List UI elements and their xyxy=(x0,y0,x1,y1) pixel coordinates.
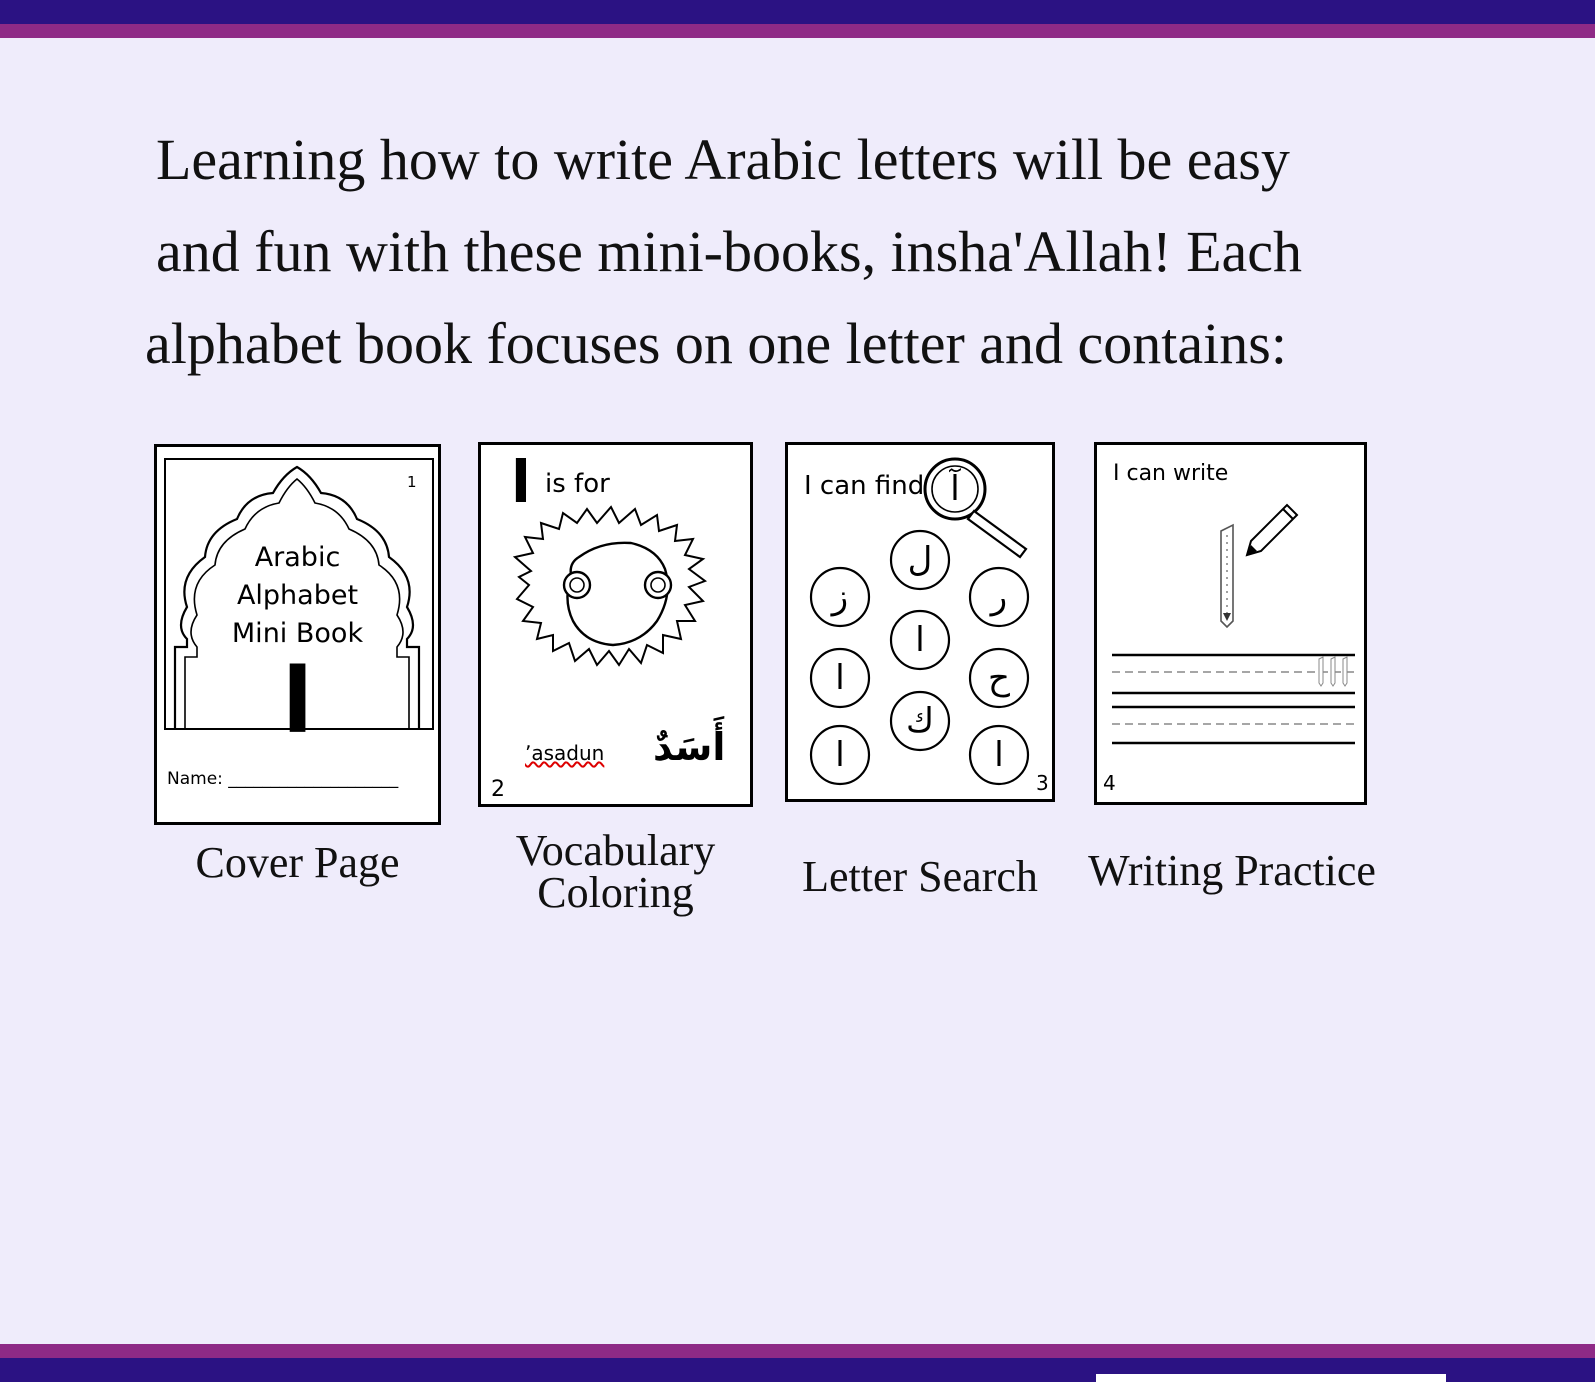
cover-title-line-3: Mini Book xyxy=(231,618,364,649)
cover-title-line-2: Alphabet xyxy=(236,580,359,611)
vocab-arabic-letter: ا xyxy=(511,448,531,516)
circle-letter: ا xyxy=(915,620,925,660)
bottom-band-box xyxy=(1096,1374,1446,1382)
intro-line-1: Learning how to write Arabic letters will be easy xyxy=(156,127,1290,192)
letter-search-thumbnail[interactable] xyxy=(785,442,1055,802)
writing-practice-art xyxy=(1097,445,1367,805)
vocabulary-coloring-thumbnail[interactable] xyxy=(478,442,753,807)
letter-trace-guide xyxy=(1221,525,1233,627)
circle-letter: ل xyxy=(907,540,933,580)
page-number: 1 xyxy=(407,473,417,491)
vocab-transliteration: ʼasadun xyxy=(525,741,605,765)
circle-letter: ح xyxy=(988,658,1010,698)
top-band xyxy=(0,0,1595,24)
top-stripe xyxy=(0,24,1595,38)
page-number: 4 xyxy=(1103,771,1116,795)
vocab-arabic-word: أَسَدٌ xyxy=(653,725,726,769)
caption-vocabulary-coloring xyxy=(478,826,753,917)
circle-letter: ك xyxy=(905,701,935,741)
intro-line-3: alphabet book focuses on one letter and contains: xyxy=(145,311,1287,376)
vocab-heading: is for xyxy=(545,469,610,499)
circle-letter: ا xyxy=(835,735,845,775)
intro-line-2: and fun with these mini-books, insha'Allah! Each xyxy=(156,219,1303,284)
circle-letter: ا xyxy=(835,658,845,698)
cover-title-line-1: Arabic xyxy=(254,542,341,573)
bottom-stripe xyxy=(0,1344,1595,1358)
caption-line-1: Vocabulary xyxy=(515,826,716,875)
circle-letter: ر xyxy=(990,577,1008,617)
caption-cover-page: Cover Page xyxy=(195,838,400,887)
search-heading: I can find xyxy=(804,471,925,501)
writing-practice-thumbnail[interactable] xyxy=(1094,442,1367,805)
pencil-icon xyxy=(1247,505,1297,555)
target-letter: آ xyxy=(950,469,960,509)
page-number: 3 xyxy=(1036,771,1049,795)
cover-page-thumbnail[interactable] xyxy=(154,444,441,825)
caption-letter-search: Letter Search xyxy=(802,852,1038,901)
circle-letter: ا xyxy=(994,735,1004,775)
caption-writing-practice: Writing Practice xyxy=(1088,846,1376,895)
circle-letter: ز xyxy=(831,577,849,617)
name-field: Name: ____________________ xyxy=(167,769,399,789)
page-number: 2 xyxy=(491,777,505,802)
cover-arabic-letter: ا xyxy=(282,649,313,754)
caption-line-2: Coloring xyxy=(537,868,694,917)
writing-heading: I can write xyxy=(1113,461,1229,486)
